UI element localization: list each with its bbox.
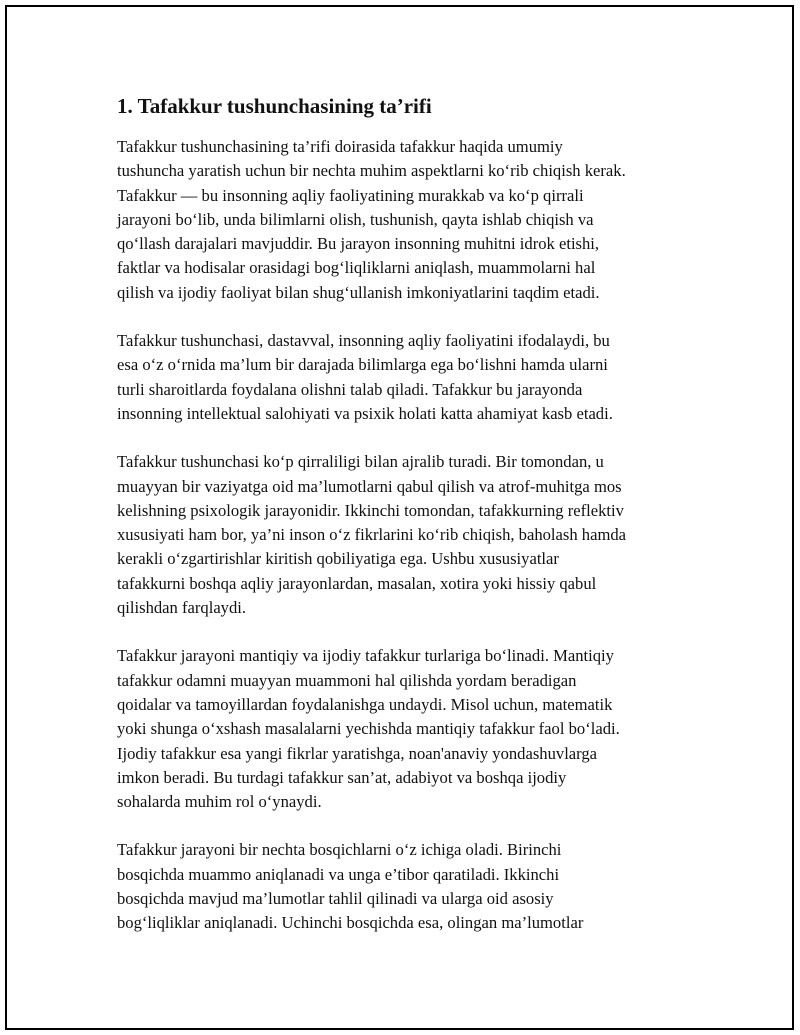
text-line: qilish va ijodiy faoliyat bilan shug‘ullanish imkoniyatlarini taqdim etadi. — [117, 282, 600, 302]
text-line: muayyan bir vaziyatga oid ma’lumotlarni qabul qilish va atrof-muhitga mos — [117, 476, 622, 496]
text-line: faktlar va hodisalar orasidagi bog‘liqliklarni aniqlash, muammolarni hal — [117, 258, 596, 278]
text-line: bosqichda mavjud ma’lumotlar tahlil qilinadi va ularga oid asosiy — [117, 889, 554, 909]
paragraph-5 — [117, 838, 697, 935]
text-line: tafakkur odamni muayyan muammoni hal qilishda yordam beradigan — [117, 670, 577, 690]
text-line: Tafakkur tushunchasi ko‘p qirraliligi bilan ajralib turadi. Bir tomondan, u — [117, 452, 604, 472]
text-line: Tafakkur tushunchasining ta’rifi doirasida tafakkur haqida umumiy — [117, 137, 563, 156]
text-line: bog‘liqliklar aniqlanadi. Uchinchi bosqichda esa, olingan ma’lumotlar — [117, 913, 584, 933]
text-line: Tafakkur jarayoni bir nechta bosqichlarni o‘z ichiga oladi. Birinchi — [117, 840, 562, 860]
text-line: insonning intellektual salohiyati va psixik holati katta ahamiyat kasb etadi. — [117, 403, 613, 423]
text-line: Ijodiy tafakkur esa yangi fikrlar yaratishga, noan'anaviy yondashuvlarga — [117, 743, 598, 763]
text-line: jarayoni bo‘lib, unda bilimlarni olish, tushunish, qayta ishlab chiqish va — [117, 209, 594, 229]
text-line: tafakkurni boshqa aqliy jarayonlardan, masalan, xotira yoki hissiy qabul — [117, 573, 597, 593]
text-line: qilishdan farqlaydi. — [117, 598, 247, 618]
text-line: Tafakkur jarayoni mantiqiy va ijodiy tafakkur turlariga bo‘linadi. Mantiqiy — [117, 646, 614, 666]
text-line: tushuncha yaratish uchun bir nechta muhim aspektlarni ko‘rib chiqish kerak. — [117, 161, 626, 181]
paragraph-1 — [117, 135, 697, 305]
text-line: esa o‘z o‘rnida ma’lum bir darajada bilimlarga ega bo‘lishni hamda ularni — [117, 355, 608, 375]
text-line: imkon beradi. Bu turdagi tafakkur san’at, adabiyot va boshqa ijodiy — [117, 767, 567, 787]
text-line: kelishning psixologik jarayonidir. Ikkinchi tomondan, tafakkurning reflektiv — [117, 500, 624, 520]
text-line: qoidalar va tamoyillardan foydalanishga undaydi. Misol uchun, matematik — [117, 694, 613, 714]
text-line: bosqichda muammo aniqlanadi va unga e’tibor qaratiladi. Ikkinchi — [117, 864, 560, 884]
text-line: yoki shunga o‘xshash masalalarni yechishda mantiqiy tafakkur faol bo‘ladi. — [117, 719, 620, 739]
document-body — [117, 92, 697, 960]
paragraph-4 — [117, 644, 697, 814]
section-heading: 1. Tafakkur tushunchasining ta’rifi — [117, 94, 432, 118]
text-line: kerakli o‘zgartirishlar kiritish qobiliyatiga ega. Ushbu xususiyatlar — [117, 549, 559, 569]
text-line: Tafakkur — bu insonning aqliy faoliyatining murakkab va ko‘p qirrali — [117, 185, 584, 205]
paragraph-3 — [117, 450, 697, 620]
text-line: qo‘llash darajalari mavjuddir. Bu jarayon insonning muhitni idrok etishi, — [117, 234, 600, 254]
text-line: sohalarda muhim rol o‘ynaydi. — [117, 792, 322, 812]
text-line: xususiyati ham bor, ya’ni inson o‘z fikrlarini ko‘rib chiqish, baholash hamda — [117, 525, 627, 545]
paragraph-2 — [117, 329, 697, 426]
text-line: turli sharoitlarda foydalana olishni talab qiladi. Tafakkur bu jarayonda — [117, 379, 583, 399]
text-line: Tafakkur tushunchasi, dastavval, insonning aqliy faoliyatini ifodalaydi, bu — [117, 331, 610, 351]
